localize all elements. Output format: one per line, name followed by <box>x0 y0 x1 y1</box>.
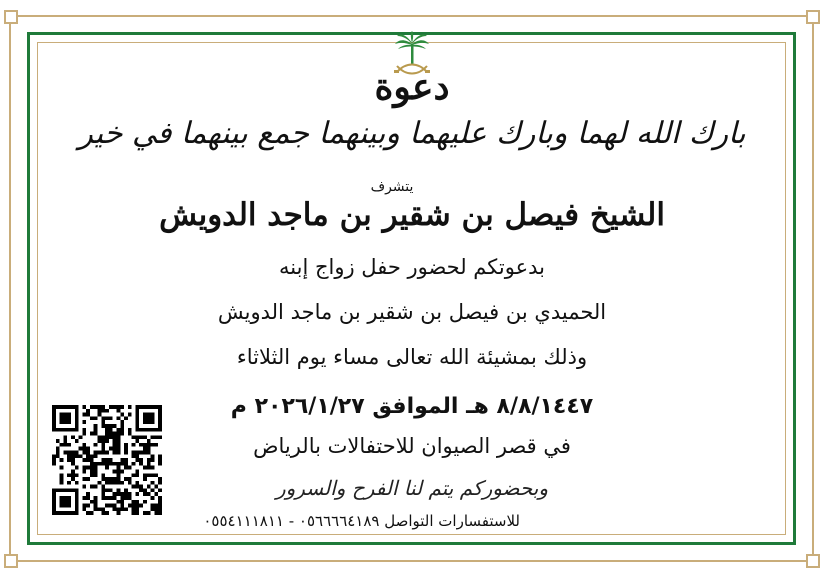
corner-ornament-bottom-right <box>806 554 820 568</box>
card-title: دعوة <box>374 66 450 108</box>
presence-line: وبحضوركم يتم لنا الفرح والسرور <box>275 476 549 500</box>
groom-name: الحميدي بن فيصل بن شقير بن ماجد الدويش <box>217 300 607 324</box>
corner-ornament-top-right <box>806 10 820 24</box>
contact-line: للاستفسارات التواصل ٠٥٦٦٦٦٤١٨٩ - ٠٥٥٤١١١٨١١ <box>203 512 520 530</box>
host-name: الشيخ فيصل بن شقير بن ماجد الدويش <box>159 197 665 233</box>
blessing-calligraphy: بارك الله لهما وبارك عليهما وبينهما جمع بينهما في خير <box>78 116 746 151</box>
event-date-line: ٨/٨/١٤٤٧ هـ الموافق ٢٠٢٦/١/٢٧ م <box>230 394 594 419</box>
honor-label: يتشرف <box>370 179 414 195</box>
event-time-line: وذلك بمشيئة الله تعالى مساء يوم الثلاثاء <box>236 345 588 369</box>
invite-line: بدعوتكم لحضور حفل زواج إبنه <box>279 255 545 279</box>
corner-ornament-bottom-left <box>4 554 18 568</box>
corner-ornament-top-left <box>4 10 18 24</box>
venue-line: في قصر الصيوان للاحتفالات بالرياض <box>253 434 571 458</box>
qr-code-icon[interactable] <box>52 405 162 515</box>
